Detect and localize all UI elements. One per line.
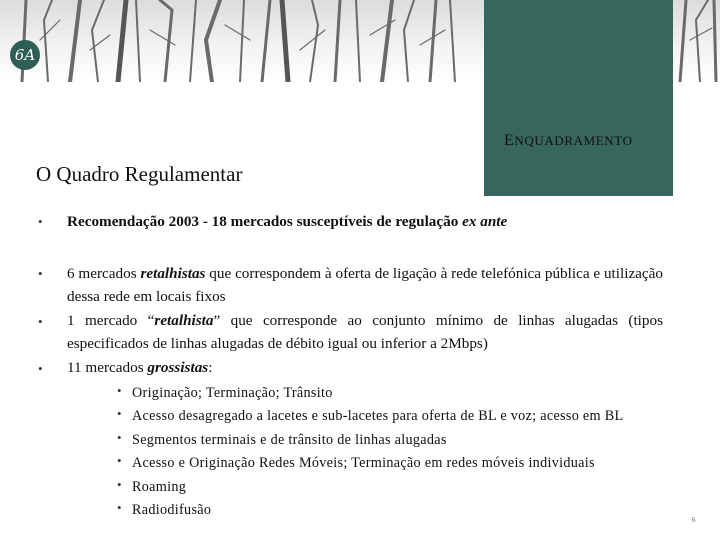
sub-bullet-marker: • [117, 500, 122, 515]
bullet-mercados-grossistas: 11 mercados grossistas: [67, 359, 213, 376]
sub-item-roaming: Roaming [132, 479, 187, 495]
section-label: ENQUADRAMENTO [504, 132, 633, 149]
sub-item-redes-moveis: Acesso e Originação Redes Móveis; Terminação em redes móveis individuais [132, 455, 595, 471]
bullet-marker: • [38, 266, 43, 281]
sub-bullet-marker: • [117, 453, 122, 468]
page-number: 6 [692, 516, 696, 524]
sub-bullet-marker: • [117, 477, 122, 492]
sub-item-segmentos: Segmentos terminais e de trânsito de linhas alugadas [132, 432, 447, 448]
bullet-marker: • [38, 214, 43, 229]
bullet-marker: • [38, 361, 43, 376]
bullet-marker: • [38, 314, 43, 329]
sub-bullet-marker: • [117, 406, 122, 421]
bullet-mercados-retalhistas: 6 mercados retalhistas que correspondem à oferta de ligação à rede telefónica pública e utilização dessa rede em locais fixos [67, 265, 663, 305]
bullet-recomendacao: Recomendação 2003 - 18 mercados susceptíveis de regulação ex ante [67, 213, 508, 230]
sub-bullet-marker: • [117, 383, 122, 398]
sub-item-acesso-desagregado: Acesso desagregado a lacetes e sub-lacetes para oferta de BL e voz; acesso em BL [132, 408, 624, 424]
section-box [484, 0, 673, 196]
sub-item-originacao: Originação; Terminação; Trânsito [132, 385, 333, 401]
sub-item-radiodifusao: Radiodifusão [132, 502, 212, 518]
page-title: O Quadro Regulamentar [36, 162, 243, 186]
bullet-mercado-retalhista: 1 mercado “retalhista” que corresponde ao conjunto mínimo de linhas alugadas (tipos especificados de linhas alugadas de débito igual ou inferior a 2Mbps) [67, 312, 663, 352]
logo: 6A [10, 40, 40, 70]
sub-bullet-marker: • [117, 430, 122, 445]
